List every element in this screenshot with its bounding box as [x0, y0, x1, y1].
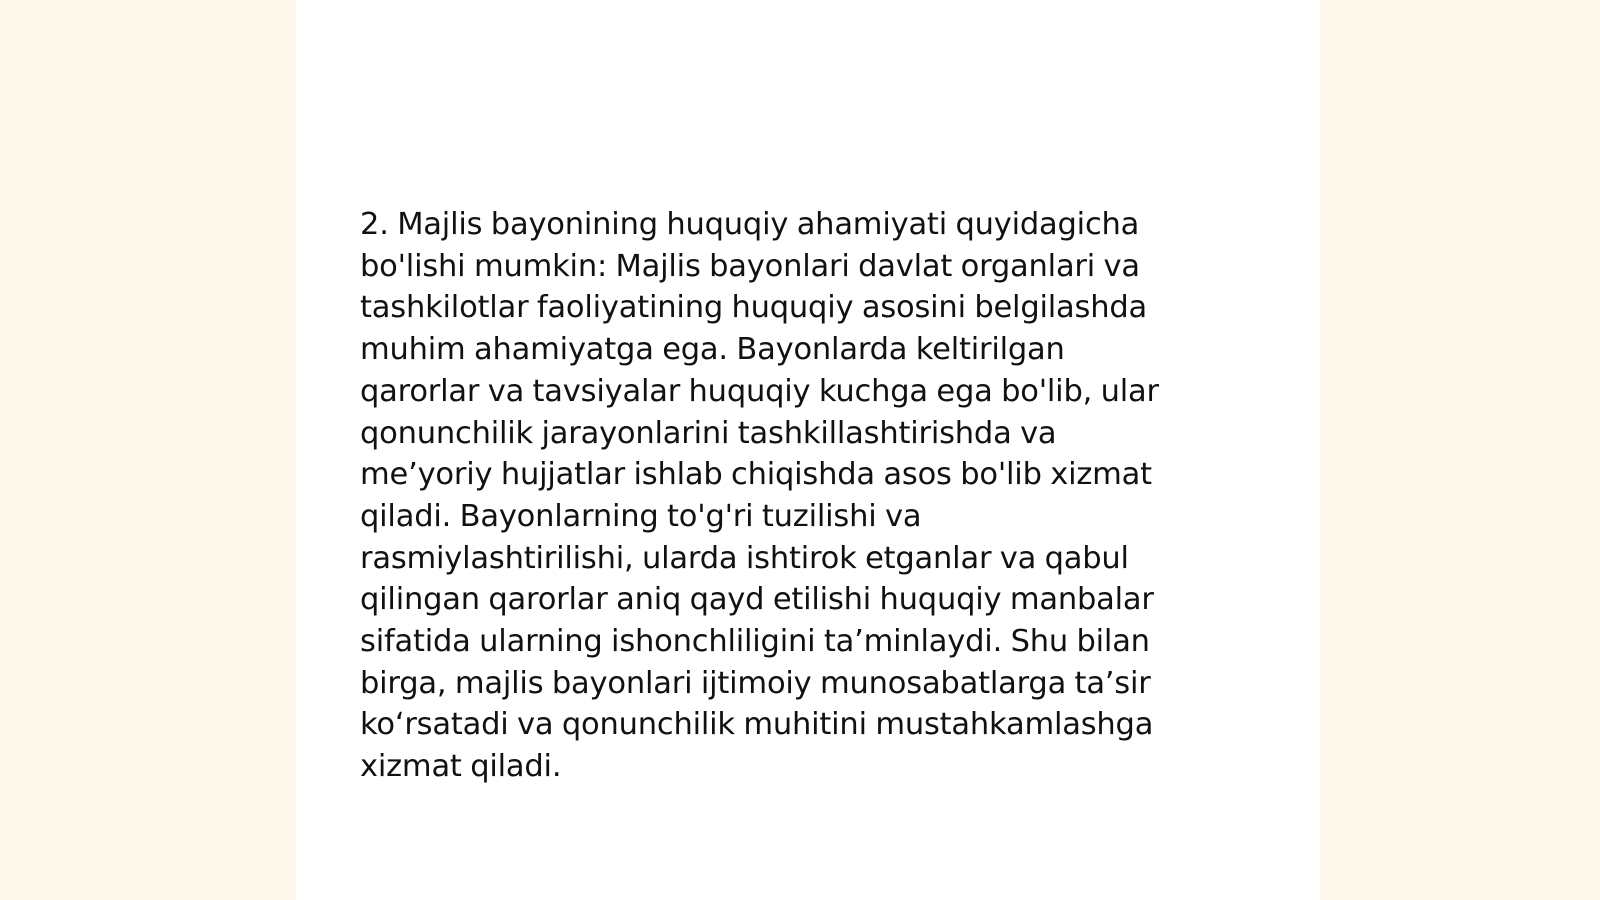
- left-background-margin: [0, 0, 296, 900]
- body-paragraph: 2. Majlis bayonining huquqiy ahamiyati quyidagicha bo'lishi mumkin: Majlis bayonlari davlat organlari va tashkilotlar faoliyatining huquqiy asosini belgilashda muhim ahamiyatga ega. Bayonlarda keltirilgan qarorlar va tavsiyalar huquqiy kuchga ega bo'lib, ular qonunchilik jarayonlarini tashkillashtirishda va me’yoriy hujjatlar ishlab chiqishda asos bo'lib xizmat qiladi. Bayonlarning to'g'ri tuzilishi va rasmiylashtirilishi, ularda ishtirok etganlar va qabul qilingan qarorlar aniq qayd etilishi huquqiy manbalar sifatida ularning ishonchliligini ta’minlaydi. Shu bilan birga, majlis bayonlari ijtimoiy munosabatlarga ta’sir ko‘rsatadi va qonunchilik muhitini mustahkamlashga xizmat qiladi.: [360, 207, 1159, 785]
- document-page: [296, 0, 1320, 900]
- right-background-margin: [1320, 0, 1600, 900]
